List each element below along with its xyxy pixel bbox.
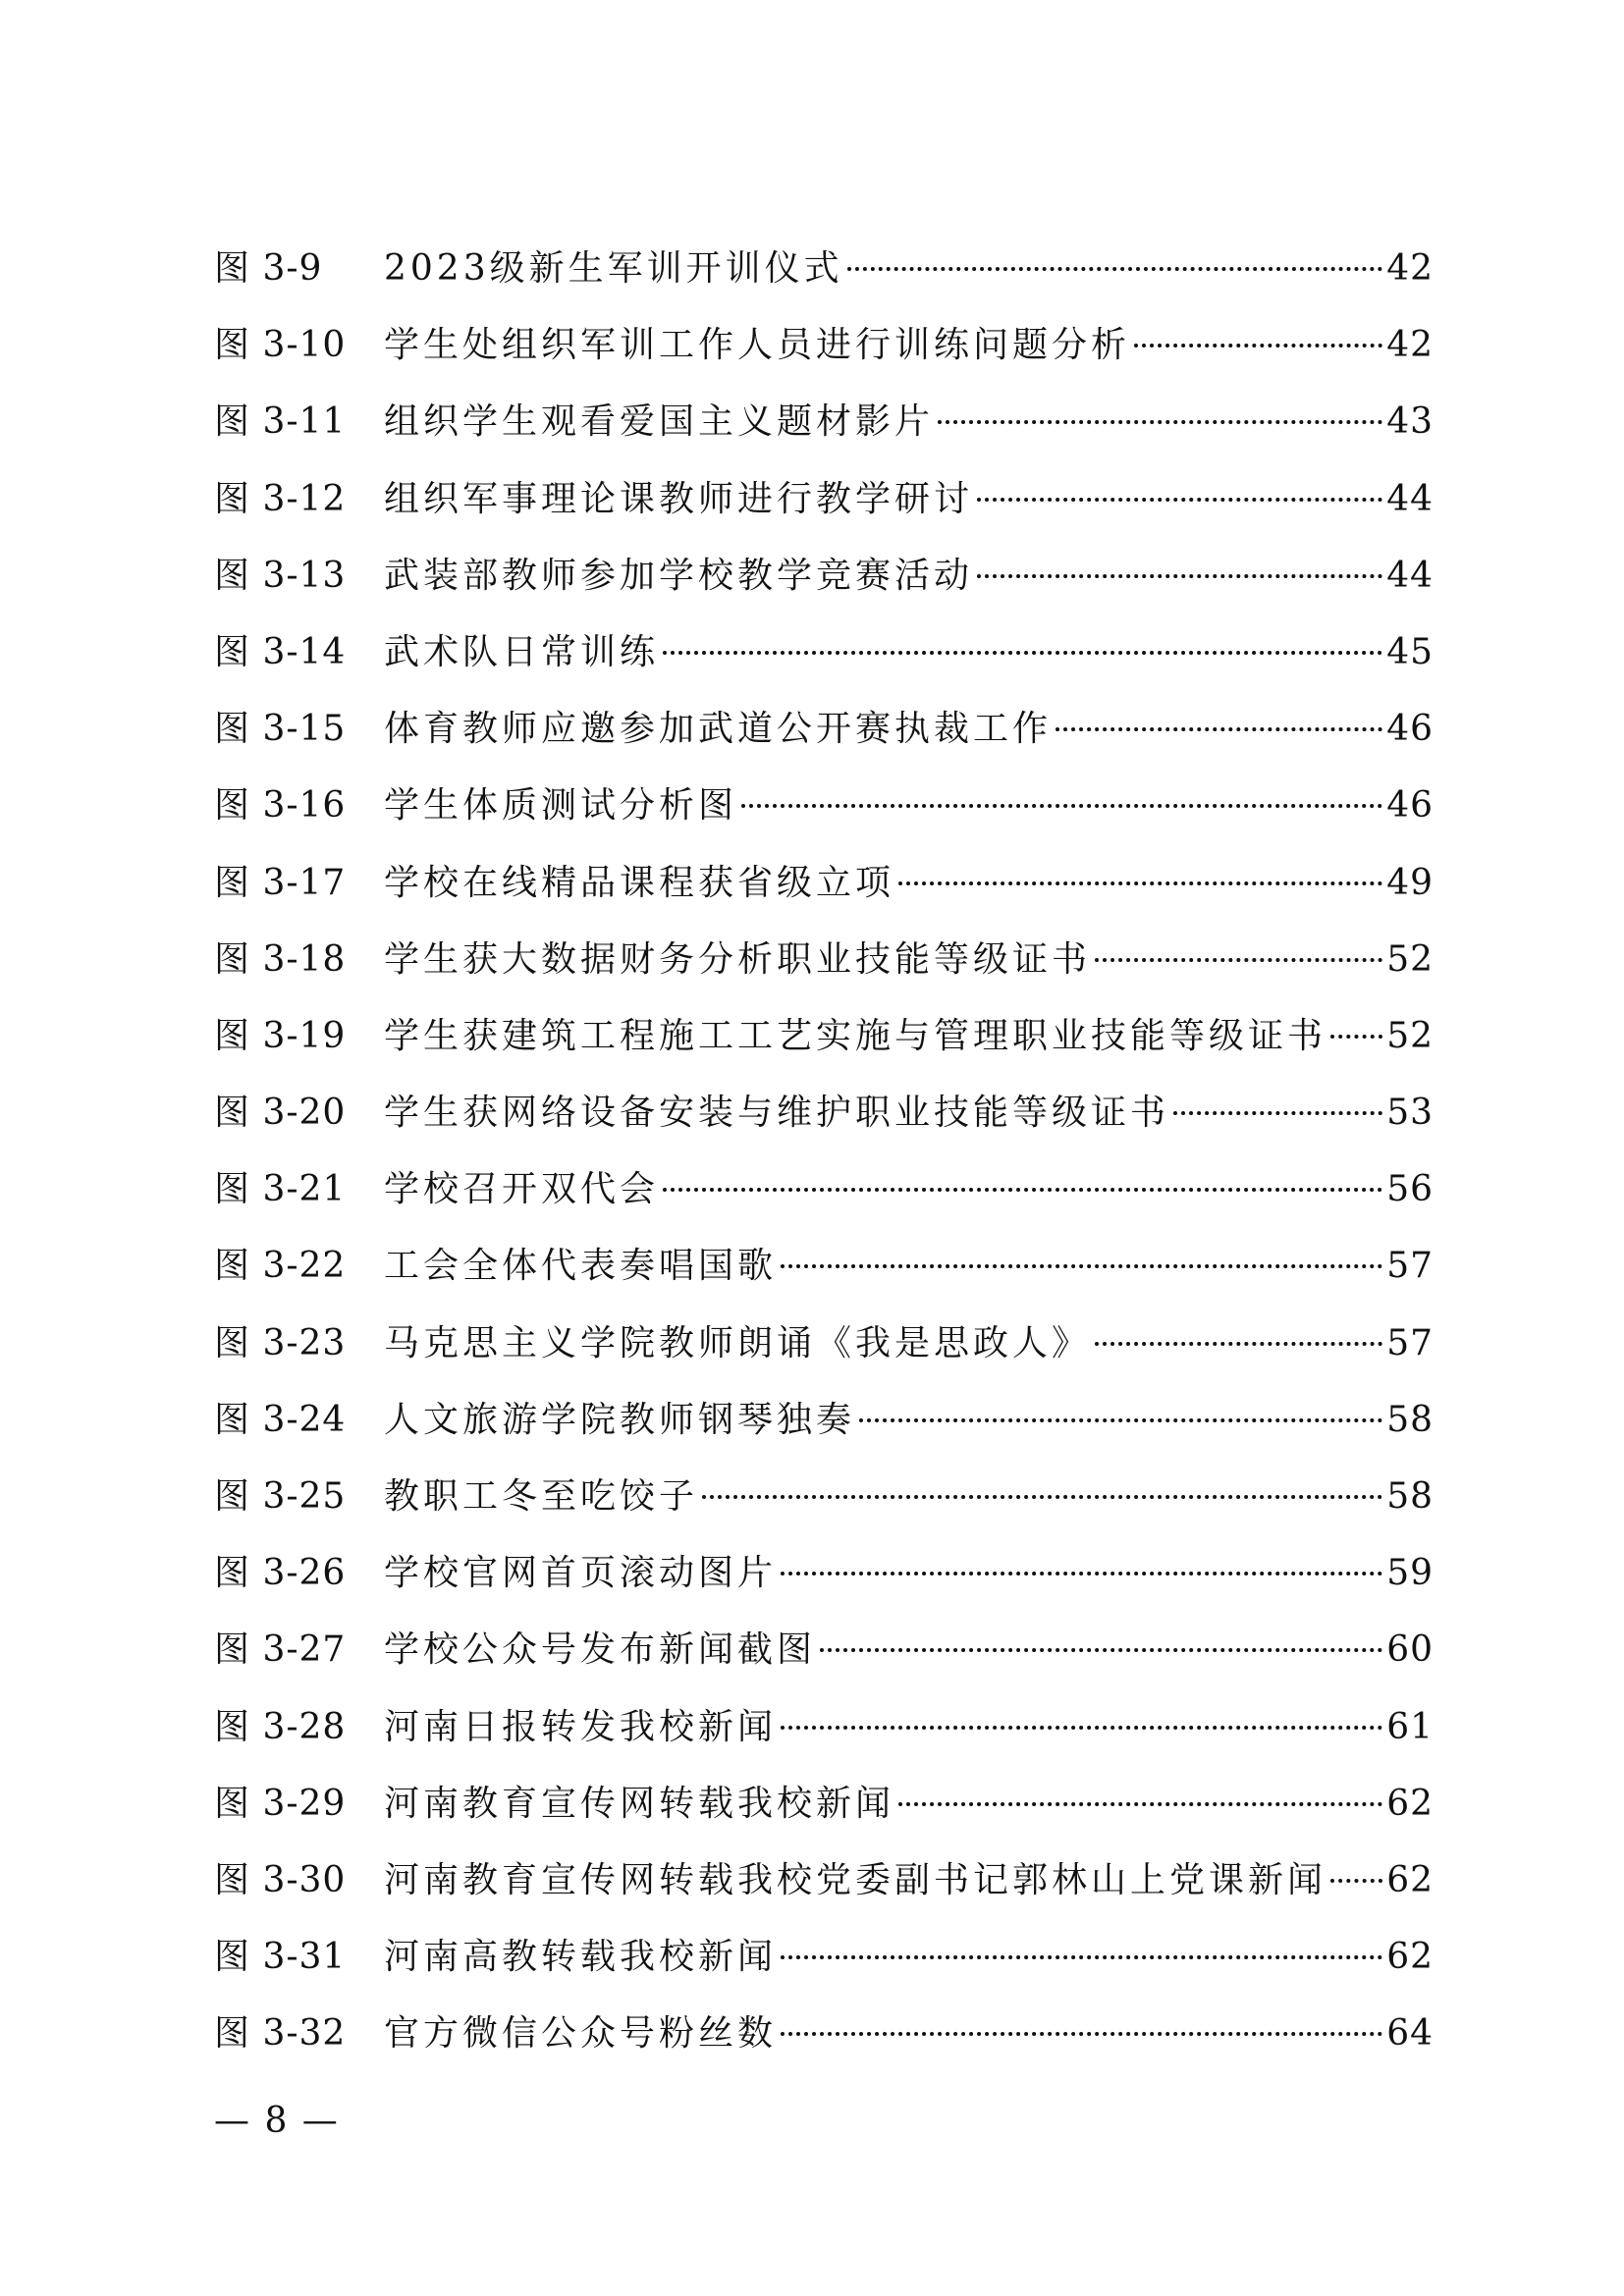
figure-title: 工会全体代表奏唱国歌 (384, 1246, 778, 1287)
figure-title: 学校公众号发布新闻截图 (384, 1629, 817, 1671)
figure-entry (214, 1689, 1434, 1766)
figure-entry (214, 384, 1434, 460)
dot-leader (938, 420, 1382, 424)
figure-number: 图 3-25 (214, 1476, 347, 1517)
figure-page: 60 (1386, 1629, 1434, 1671)
figure-number: 图 3-11 (214, 401, 347, 443)
figure-page: 44 (1386, 478, 1434, 519)
figure-number: 图 3-13 (214, 555, 347, 596)
figure-title: 学生获网络设备安装与维护职业技能等级证书 (384, 1093, 1170, 1134)
figure-title: 马克思主义学院教师朗诵《我是思政人》 (384, 1322, 1092, 1363)
figure-title: 武装部教师参加学校教学竞赛活动 (384, 555, 974, 596)
figure-entry (214, 614, 1434, 691)
dot-leader (977, 574, 1382, 578)
figure-entry (214, 1151, 1434, 1228)
figure-title: 2023级新生军训开训仪式 (384, 248, 843, 289)
dot-leader (859, 1418, 1382, 1422)
figure-entry (214, 845, 1434, 922)
figure-entry (214, 307, 1434, 384)
figure-title: 学生处组织军训工作人员进行训练问题分析 (384, 325, 1131, 366)
figure-entry (214, 1535, 1434, 1612)
dot-leader (702, 1495, 1382, 1499)
dot-leader (1330, 1035, 1382, 1039)
figure-entry (214, 1382, 1434, 1459)
dot-leader (1173, 1111, 1382, 1115)
figure-title: 官方微信公众号粉丝数 (384, 2013, 778, 2055)
dot-leader (781, 1264, 1382, 1268)
figure-entry (214, 1842, 1434, 1919)
dot-leader (781, 1726, 1382, 1730)
figure-page: 57 (1386, 1322, 1434, 1363)
figure-entry (214, 1766, 1434, 1842)
figure-number: 图 3-14 (214, 631, 347, 672)
figure-page: 58 (1386, 1399, 1434, 1440)
figure-title: 人文旅游学院教师钢琴独奏 (384, 1399, 856, 1440)
dot-leader (741, 804, 1382, 808)
figure-page: 62 (1386, 1783, 1434, 1824)
dot-leader (663, 1188, 1382, 1192)
dot-leader (1095, 1342, 1382, 1346)
figure-page: 52 (1386, 1015, 1434, 1056)
figure-number: 图 3-18 (214, 938, 347, 980)
figure-list (214, 231, 1434, 2073)
figure-number: 图 3-16 (214, 785, 347, 827)
figure-number: 图 3-31 (214, 1937, 347, 1978)
figure-title: 学校官网首页滚动图片 (384, 1553, 778, 1594)
figure-entry (214, 1612, 1434, 1688)
figure-number: 图 3-22 (214, 1246, 347, 1287)
figure-entry (214, 231, 1434, 307)
figure-number: 图 3-29 (214, 1783, 347, 1824)
figure-title: 教职工冬至吃饺子 (384, 1476, 699, 1517)
figure-page: 59 (1386, 1553, 1434, 1594)
figure-page: 46 (1386, 709, 1434, 750)
dot-leader (1095, 958, 1382, 962)
figure-number: 图 3-20 (214, 1093, 347, 1134)
figure-entry (214, 768, 1434, 844)
figure-title: 组织军事理论课教师进行教学研讨 (384, 478, 974, 519)
dot-leader (781, 2032, 1382, 2036)
figure-page: 57 (1386, 1246, 1434, 1287)
figure-page: 56 (1386, 1169, 1434, 1210)
dot-leader (781, 1572, 1382, 1575)
figure-entry (214, 538, 1434, 614)
figure-title: 体育教师应邀参加武道公开赛执裁工作 (384, 709, 1053, 750)
figure-entry (214, 1228, 1434, 1305)
figure-number: 图 3-19 (214, 1015, 347, 1056)
figure-entry (214, 1996, 1434, 2072)
dot-leader (898, 1802, 1382, 1806)
figure-page: 61 (1386, 1706, 1434, 1747)
figure-page: 42 (1386, 248, 1434, 289)
figure-page: 52 (1386, 938, 1434, 980)
dot-leader (847, 267, 1383, 271)
figure-entry (214, 461, 1434, 538)
figure-number: 图 3-26 (214, 1553, 347, 1594)
figure-title: 河南高教转载我校新闻 (384, 1937, 778, 1978)
figure-number: 图 3-32 (214, 2013, 347, 2055)
figure-page: 53 (1386, 1093, 1434, 1134)
figure-page: 43 (1386, 401, 1434, 443)
dot-leader (977, 498, 1382, 502)
figure-page: 62 (1386, 1937, 1434, 1978)
dot-leader (820, 1648, 1382, 1652)
figure-page: 46 (1386, 785, 1434, 827)
figure-number: 图 3-28 (214, 1706, 347, 1747)
figure-title: 河南教育宣传网转载我校新闻 (384, 1783, 895, 1824)
figure-page: 58 (1386, 1476, 1434, 1517)
figure-entry (214, 1919, 1434, 1996)
figure-entry (214, 922, 1434, 998)
dot-leader (663, 651, 1382, 655)
dot-leader (898, 881, 1382, 885)
figure-entry (214, 1075, 1434, 1151)
figure-entry (214, 691, 1434, 768)
figure-page: 49 (1386, 862, 1434, 903)
figure-number: 图 3-9 (214, 248, 323, 289)
figure-title: 学生获大数据财务分析职业技能等级证书 (384, 938, 1092, 980)
figure-title: 河南日报转发我校新闻 (384, 1706, 778, 1747)
figure-title: 武术队日常训练 (384, 631, 660, 672)
figure-number: 图 3-21 (214, 1169, 347, 1210)
dot-leader (1330, 1879, 1382, 1883)
figure-title: 学校召开双代会 (384, 1169, 660, 1210)
figure-page: 45 (1386, 631, 1434, 672)
figure-number: 图 3-24 (214, 1399, 347, 1440)
figure-number: 图 3-27 (214, 1629, 347, 1671)
figure-title: 学生获建筑工程施工工艺实施与管理职业技能等级证书 (384, 1015, 1327, 1056)
figure-page: 62 (1386, 1859, 1434, 1900)
figure-number: 图 3-17 (214, 862, 347, 903)
dot-leader (1134, 344, 1382, 347)
figure-page: 64 (1386, 2013, 1434, 2055)
figure-entry (214, 1306, 1434, 1382)
figure-title: 河南教育宣传网转载我校党委副书记郭林山上党课新闻 (384, 1859, 1327, 1900)
figure-page: 44 (1386, 555, 1434, 596)
figure-page: 42 (1386, 325, 1434, 366)
figure-number: 图 3-15 (214, 709, 347, 750)
figure-number: 图 3-10 (214, 325, 347, 366)
page-number: — 8 — (214, 2101, 340, 2141)
figure-number: 图 3-23 (214, 1322, 347, 1363)
figure-number: 图 3-12 (214, 478, 347, 519)
figure-title: 学校在线精品课程获省级立项 (384, 862, 895, 903)
dot-leader (781, 1955, 1382, 1959)
figure-title: 组织学生观看爱国主义题材影片 (384, 401, 935, 443)
figure-title: 学生体质测试分析图 (384, 785, 738, 827)
dot-leader (1056, 727, 1382, 731)
figure-number: 图 3-30 (214, 1859, 347, 1900)
figure-entry (214, 1459, 1434, 1535)
figure-entry (214, 998, 1434, 1075)
